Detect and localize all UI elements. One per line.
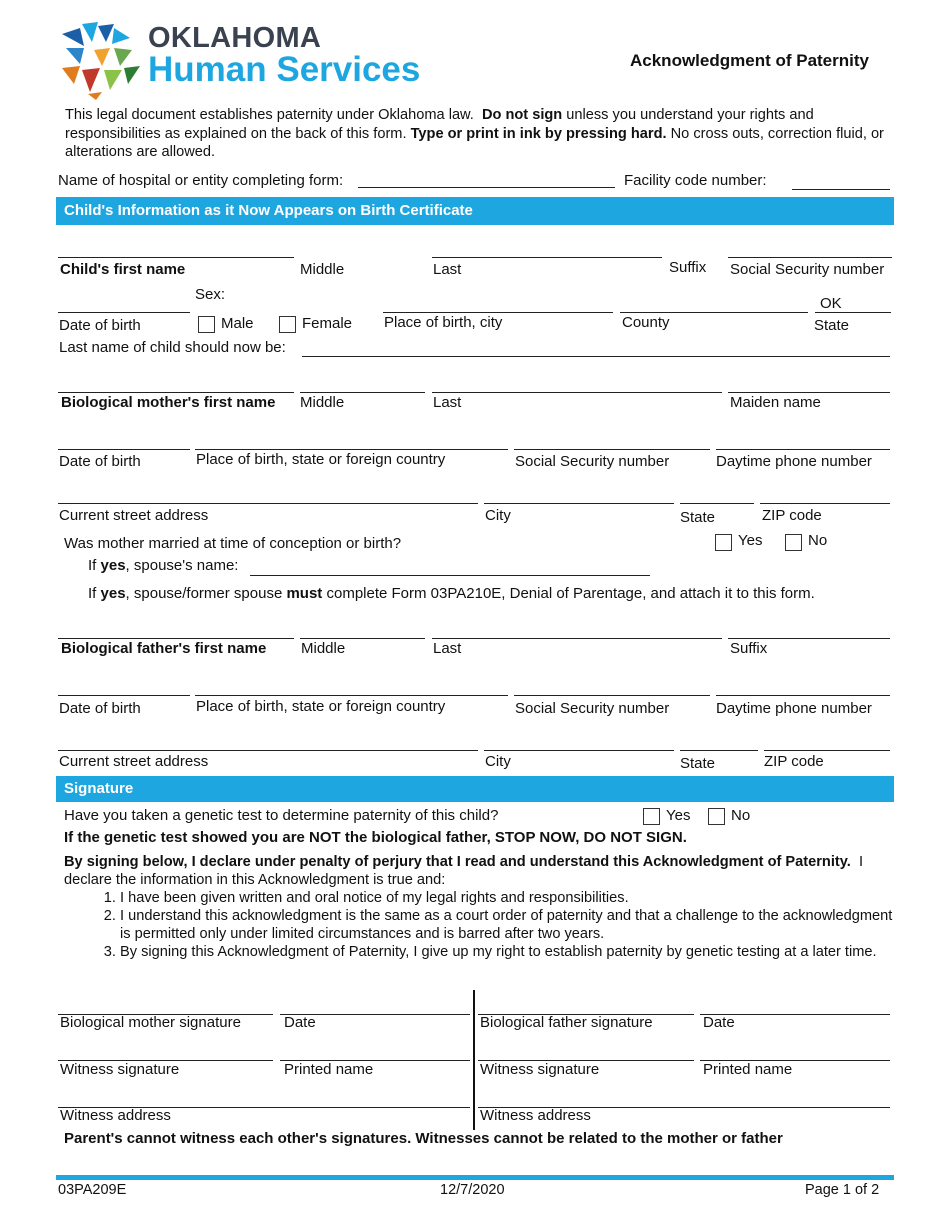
child-county-field[interactable] [620, 312, 808, 313]
mother-ssn-field[interactable] [514, 449, 710, 450]
mother-phone-field[interactable] [716, 449, 890, 450]
mother-date-label: Date [284, 1014, 316, 1031]
last-name-now-field[interactable] [302, 356, 890, 357]
child-suffix-label: Suffix [669, 259, 707, 276]
mother-middle-field[interactable] [300, 392, 425, 393]
hospital-name-field[interactable] [358, 187, 615, 188]
facility-code-field[interactable] [792, 189, 890, 190]
married-question: Was mother married at time of conception or birth? [64, 535, 402, 552]
declaration-block: By signing below, I declare under penalty of perjury that I read and understand this Acknowledgment of Paternity. I declare the information in this Acknowledgment is true and: 1. I have been given written and oral notice of my legal rights and responsibilities. 2. I understand this acknowledgment is the same as a court order of paternity and that a challenge to the acknowledgment is permitted only under limited circumstances and is barred after two years. 3. By signing this Acknowledgment of Paternity, I give up my right to establish paternity by genetic testing at a later time. [64, 853, 894, 961]
child-last-name-field[interactable] [432, 257, 662, 258]
married-yes-label: Yes [738, 532, 763, 549]
father-middle-field[interactable] [300, 638, 425, 639]
male-checkbox[interactable] [198, 316, 215, 333]
mother-birthplace-field[interactable] [195, 449, 508, 450]
child-birth-city-field[interactable] [383, 312, 613, 313]
mother-zip-label: ZIP code [762, 507, 822, 524]
declaration-item: 1. I have been given written and oral notice of my legal rights and responsibilities. [120, 889, 894, 907]
spouse-name-label: If yes, spouse's name: [88, 557, 239, 574]
agency-logo [58, 20, 438, 102]
mother-state-field[interactable] [680, 503, 754, 504]
witness2-signature-label: Witness signature [480, 1061, 600, 1078]
father-address-label: Current street address [59, 753, 209, 770]
father-suffix-label: Suffix [730, 640, 768, 657]
child-state-value: OK [820, 295, 842, 312]
child-state-field[interactable] [815, 312, 891, 313]
married-yes-checkbox[interactable] [715, 534, 732, 551]
genetic-no-label: No [731, 807, 751, 824]
form-title: Acknowledgment of Paternity [630, 51, 869, 70]
father-middle-label: Middle [301, 640, 346, 657]
child-ssn-field[interactable] [728, 257, 892, 258]
witness2-address-label: Witness address [480, 1107, 591, 1124]
mother-city-field[interactable] [484, 503, 674, 504]
brand-bottom-text: Human Services [148, 50, 421, 89]
father-dob-field[interactable] [58, 695, 190, 696]
stop-warning: If the genetic test showed you are NOT the biological father, STOP NOW, DO NOT SIGN. [64, 829, 687, 846]
footer-rule [56, 1175, 894, 1180]
child-county-label: County [622, 314, 670, 331]
mother-address-field[interactable] [58, 503, 478, 504]
intro-paragraph: This legal document establishes paternity under Oklahoma law. Do not sign unless you understand your rights and responsibilities as explained on the back of this form. Type or print in ink by pressing hard. No cross outs, correction fluid, or alterations are allowed. [65, 107, 884, 160]
father-suffix-field[interactable] [728, 638, 890, 639]
married-no-label: No [808, 532, 828, 549]
footer-page-number: Page 1 of 2 [805, 1182, 880, 1198]
child-last-label: Last [433, 261, 462, 278]
child-birth-city-label: Place of birth, city [384, 314, 503, 331]
mother-city-label: City [485, 507, 511, 524]
witness-note: Parent's cannot witness each other's signatures. Witnesses cannot be related to the mother or father [64, 1130, 783, 1147]
child-state-label: State [814, 317, 850, 334]
mother-ssn-label: Social Security number [515, 453, 670, 470]
married-no-checkbox[interactable] [785, 534, 802, 551]
declaration-item: 2. I understand this acknowledgment is the same as a court order of paternity and that a challenge to the acknowledgment is permitted only under limited circumstances and is barred after two years. [120, 907, 894, 943]
mother-last-name-field[interactable] [432, 392, 722, 393]
witness1-address-label: Witness address [60, 1107, 171, 1124]
father-city-label: City [485, 753, 511, 770]
genetic-test-question: Have you taken a genetic test to determine paternity of this child? [64, 807, 499, 824]
spouse-note: If yes, spouse/former spouse must complete Form 03PA210E, Denial of Parentage, and attach it to this form. [88, 585, 815, 602]
witness2-printed-name-label: Printed name [703, 1061, 793, 1078]
mother-dob-label: Date of birth [59, 453, 141, 470]
father-zip-field[interactable] [764, 750, 890, 751]
hospital-name-label: Name of hospital or entity completing form: [58, 172, 344, 189]
witness1-printed-name-label: Printed name [284, 1061, 374, 1078]
signature-divider [473, 990, 475, 1130]
witness1-signature-label: Witness signature [60, 1061, 180, 1078]
father-address-field[interactable] [58, 750, 478, 751]
child-middle-label: Middle [300, 261, 345, 278]
father-first-name-label: Biological father's first name [61, 640, 267, 657]
father-date-label: Date [703, 1014, 735, 1031]
child-ssn-label: Social Security number [730, 261, 885, 278]
father-birthplace-field[interactable] [195, 695, 508, 696]
mother-zip-field[interactable] [760, 503, 890, 504]
spouse-name-field[interactable] [250, 575, 650, 576]
father-ssn-field[interactable] [514, 695, 710, 696]
mother-address-label: Current street address [59, 507, 209, 524]
mother-state-label: State [680, 509, 716, 526]
father-first-name-field[interactable] [58, 638, 294, 639]
genetic-no-checkbox[interactable] [708, 808, 725, 825]
genetic-yes-checkbox[interactable] [643, 808, 660, 825]
genetic-yes-label: Yes [666, 807, 691, 824]
declaration-list [64, 889, 894, 961]
footer-date: 12/7/2020 [440, 1182, 505, 1198]
male-label: Male [221, 315, 254, 332]
father-last-name-field[interactable] [432, 638, 722, 639]
mother-dob-field[interactable] [58, 449, 190, 450]
mother-middle-label: Middle [300, 394, 345, 411]
mother-birthplace-label: Place of birth, state or foreign country [196, 451, 446, 468]
father-state-label: State [680, 755, 716, 772]
female-label: Female [302, 315, 353, 332]
mother-maiden-field[interactable] [728, 392, 890, 393]
father-signature-label: Biological father signature [480, 1014, 653, 1031]
child-dob-label: Date of birth [59, 317, 141, 334]
father-zip-label: ZIP code [764, 753, 824, 770]
child-first-name-field[interactable] [58, 257, 294, 258]
mother-first-name-field[interactable] [58, 392, 294, 393]
female-checkbox[interactable] [279, 316, 296, 333]
child-dob-field[interactable] [58, 312, 190, 313]
father-phone-field[interactable] [716, 695, 890, 696]
brand-top-text: OKLAHOMA [148, 22, 322, 54]
footer-form-code: 03PA209E [58, 1182, 127, 1198]
father-state-field[interactable] [680, 750, 758, 751]
child-section-bar: Child's Information as it Now Appears on Birth Certificate [56, 197, 894, 225]
mother-last-label: Last [433, 394, 462, 411]
father-phone-label: Daytime phone number [716, 700, 872, 717]
father-dob-label: Date of birth [59, 700, 141, 717]
mother-first-name-label: Biological mother's first name [61, 394, 276, 411]
last-name-now-label: Last name of child should now be: [59, 339, 286, 356]
father-last-label: Last [433, 640, 462, 657]
signature-section-bar: Signature [56, 776, 894, 802]
mother-phone-label: Daytime phone number [716, 453, 872, 470]
father-ssn-label: Social Security number [515, 700, 670, 717]
father-city-field[interactable] [484, 750, 674, 751]
mother-signature-label: Biological mother signature [60, 1014, 241, 1031]
logo-mark-icon [58, 20, 150, 102]
father-birthplace-label: Place of birth, state or foreign country [196, 698, 446, 715]
mother-maiden-label: Maiden name [730, 394, 821, 411]
child-first-name-label: Child's first name [60, 261, 186, 278]
facility-code-label: Facility code number: [624, 172, 767, 189]
sex-label: Sex: [195, 286, 226, 303]
declaration-item: 3. By signing this Acknowledgment of Paternity, I give up my right to establish paternity by genetic testing at a later time. [120, 943, 894, 961]
